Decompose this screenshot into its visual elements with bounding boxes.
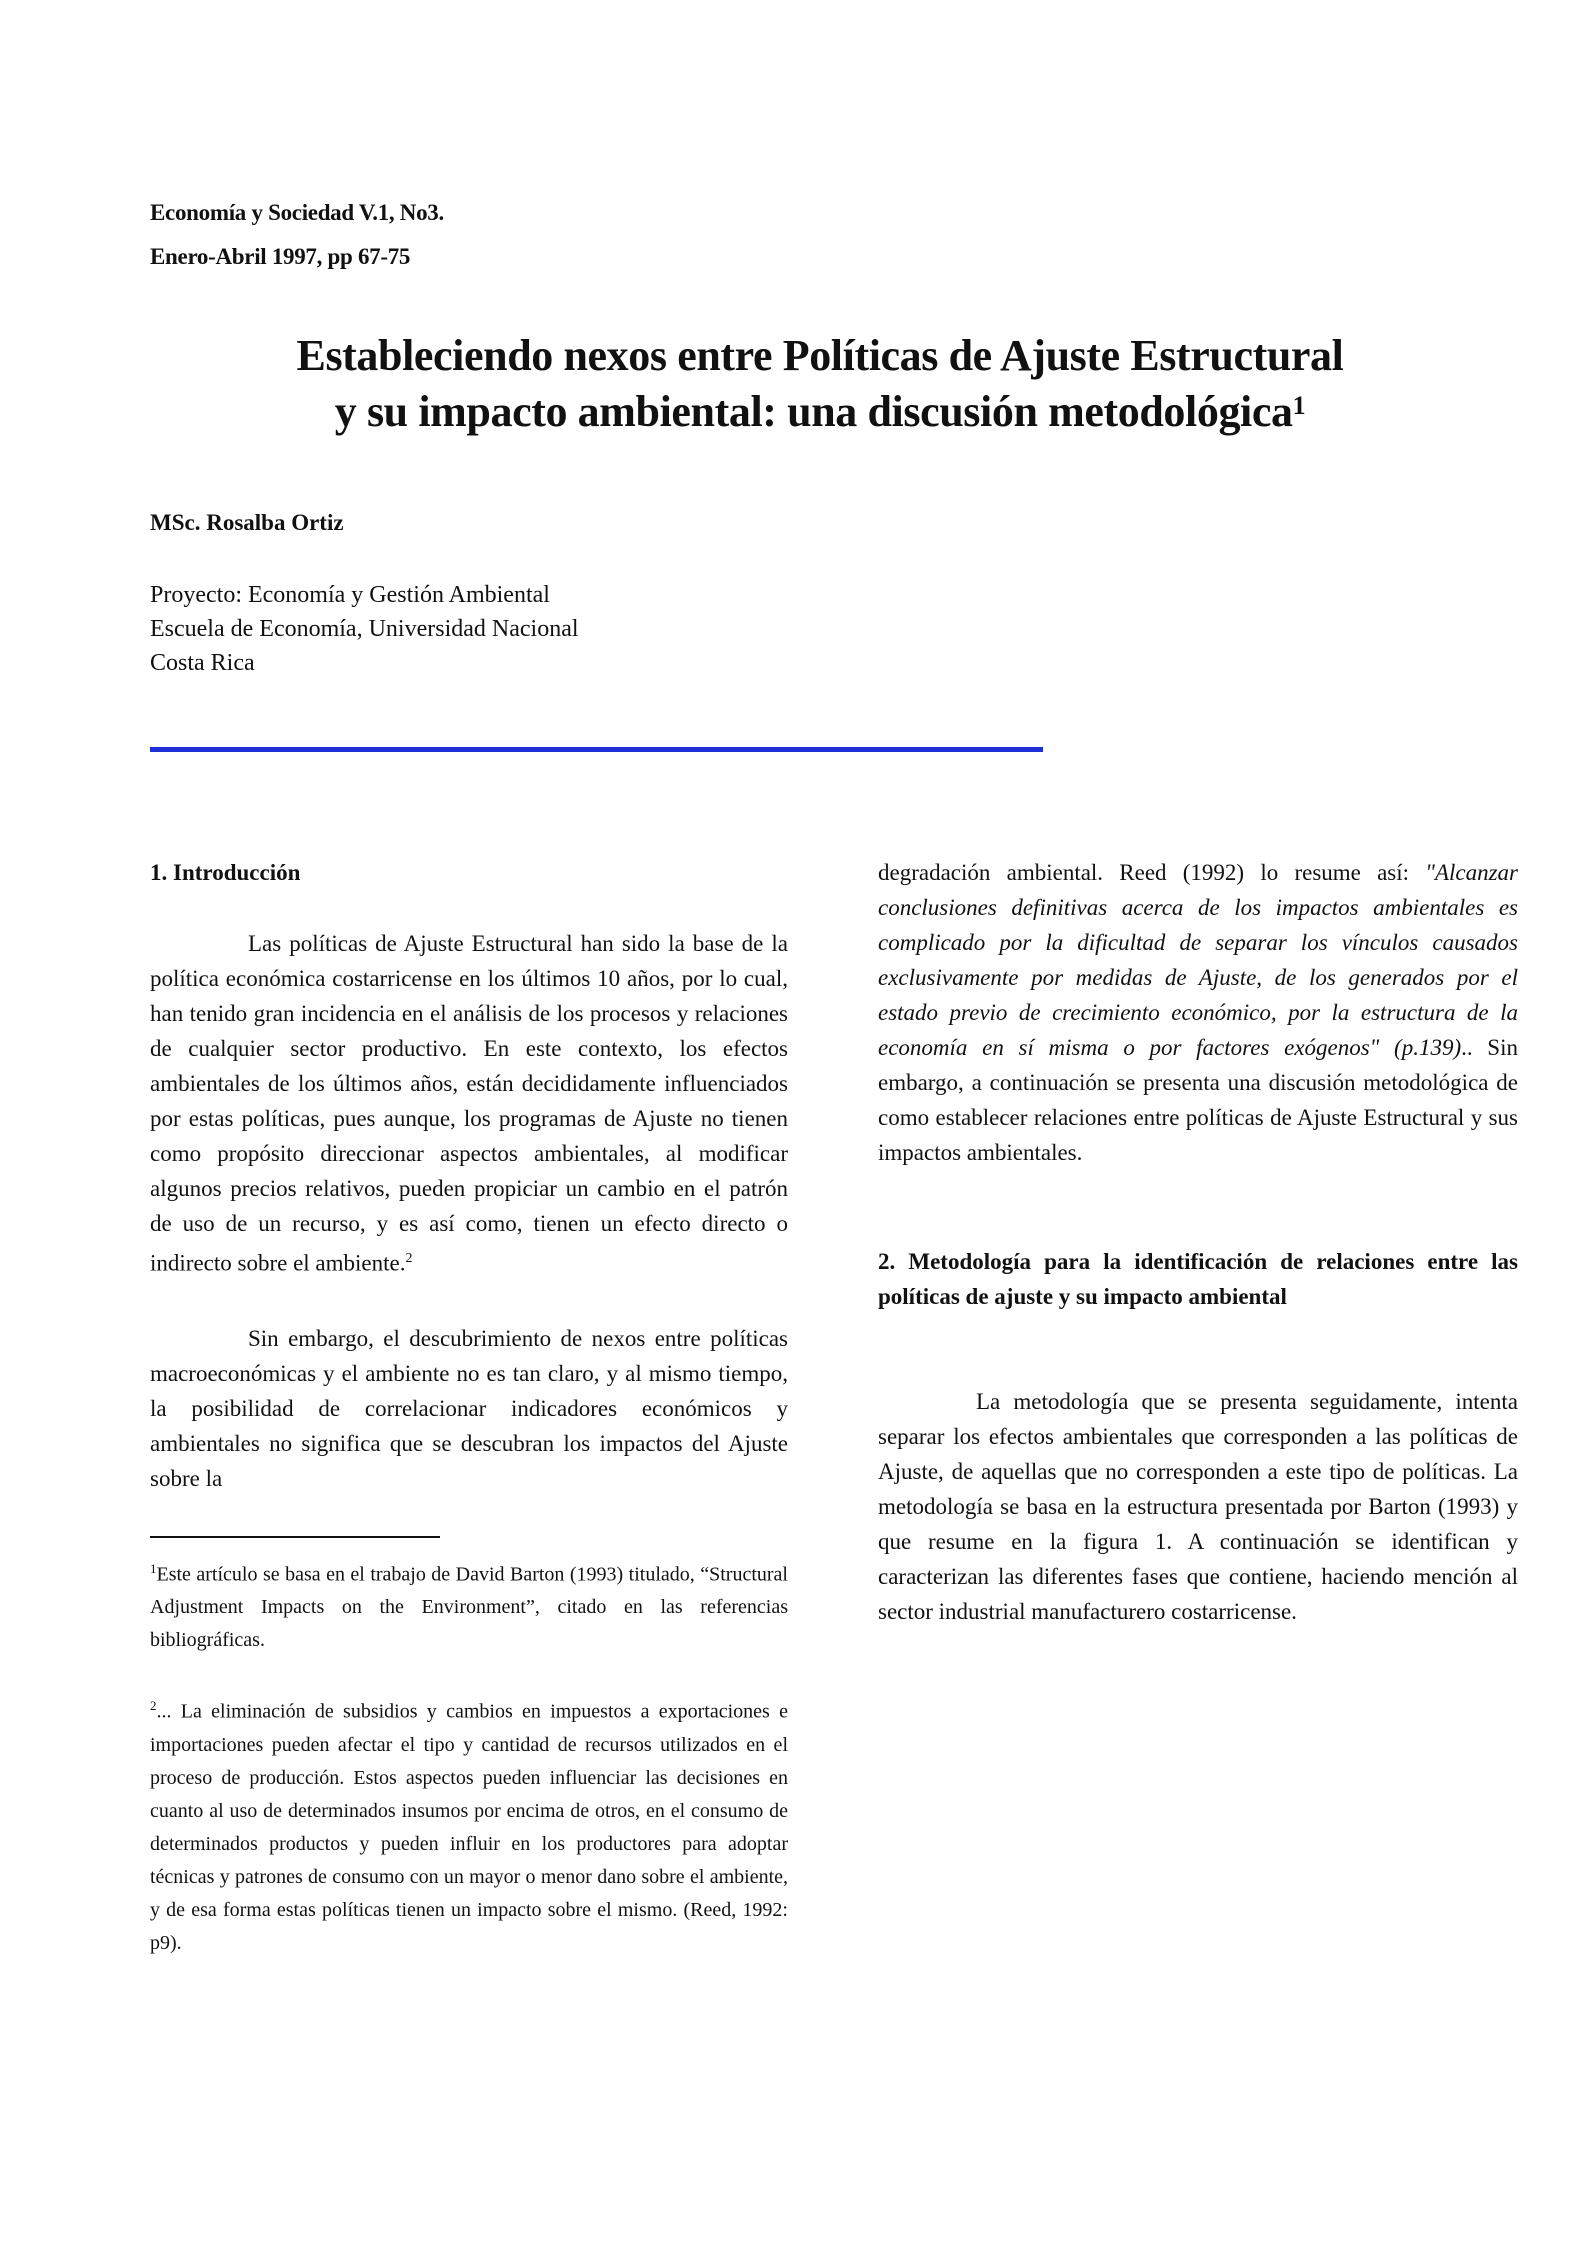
right-column	[878, 855, 1518, 1629]
journal-citation-line-2: Enero-Abril 1997, pp 67-75	[150, 244, 411, 269]
footnote-1-text: Este artículo se basa en el trabajo de David Barton (1993) titulado, “Structural Adjustment Impacts on the Environment”, citado en las referencias bibliográficas.	[150, 1563, 788, 1652]
article-title	[150, 328, 1490, 440]
journal-citation-line-1: Economía y Sociedad V.1, No3.	[150, 200, 444, 225]
footnote-2-mark: 2	[150, 1698, 157, 1714]
author-affiliation	[150, 578, 579, 680]
affiliation-line-3: Costa Rica	[150, 650, 255, 676]
intro-paragraph-1	[150, 926, 788, 1281]
footnote-separator	[150, 1536, 440, 1538]
footnote-2-text: ... La eliminación de subsidios y cambios en impuestos a exportaciones e importaciones pueden afectar el tipo y cantidad de recursos utilizados en el proceso de producción. Estos aspectos pueden influenciar las decisiones en cuanto al uso de determinados insumos por encima de otros, en el consumo de determinados productos y pueden influir en los productores para adoptar técnicas y patrones de consumo con un mayor o menor dano sobre el ambiente, y de esa forma estas políticas tienen un impacto sobre el mismo. (Reed, 1992: p9).	[150, 1700, 788, 1954]
title-line-1: Estableciendo nexos entre Políticas de Ajuste Estructural	[296, 331, 1344, 380]
left-column	[150, 855, 788, 1960]
affiliation-line-1: Proyecto: Economía y Gestión Ambiental	[150, 582, 550, 608]
footnote-1	[150, 1552, 788, 1658]
right-paragraph-1-tail: .. Sin embargo, a continuación se presenta una discusión metodológica de como establecer relaciones entre políticas de Ajuste Estructural y sus impactos ambientales.	[878, 1035, 1518, 1165]
title-line-2	[150, 384, 1490, 440]
footnote-ref-2[interactable]: 2	[405, 1251, 413, 1266]
right-paragraph-1	[878, 855, 1518, 1170]
section-heading-metodologia: 2. Metodología para la identificación de relaciones entre las políticas de ajuste y su impacto ambiental	[878, 1249, 1518, 1309]
footnote-1-mark: 1	[150, 1560, 157, 1576]
methodology-paragraph: La metodología que se presenta seguidamente, intenta separar los efectos ambientales que corresponden a las políticas de Ajuste, de aquellas que no corresponden a este tipo de políticas. La metodología se basa en la estructura presentada por Barton (1993) y que resume en la figura 1. A continuación se identifican y caracterizan las diferentes fases que contiene, haciendo mención al sector industrial manufacturero costarricense.	[878, 1389, 1518, 1624]
right-paragraph-1-lead: degradación ambiental. Reed (1992) lo resume así:	[878, 860, 1410, 885]
header-divider-rule	[150, 747, 1043, 752]
title-footnote-mark[interactable]: 1	[1292, 391, 1306, 420]
footnote-2	[150, 1689, 788, 1960]
intro-paragraph-2: Sin embargo, el descubrimiento de nexos entre políticas macroeconómicas y el ambiente no es tan claro, y al mismo tiempo, la posibilidad de correlacionar indicadores económicos y ambientales no significa que se descubran los impactos del Ajuste sobre la	[150, 1325, 788, 1491]
reed-quote: "Alcanzar conclusiones definitivas acerca de los impactos ambientales es complicado por la dificultad de separar los vínculos causados exclusivamente por medidas de Ajuste, de los generados por el estado previo de crecimiento económico, por la estructura de la economía en sí misma o por factores exógenos" (p.139)	[878, 860, 1518, 1060]
intro-paragraph-1-text: Las políticas de Ajuste Estructural han sido la base de la política económica costarricense en los últimos 10 años, por lo cual, han tenido gran incidencia en el análisis de los procesos y relaciones de cualquier sector productivo. En este contexto, los efectos ambientales de los últimos años, están decididamente influenciados por estas políticas, pues aunque, los programas de Ajuste no tienen como propósito direccionar aspectos ambientales, al modificar algunos precios relativos, pueden propiciar un cambio en el patrón de uso de un recurso, y es así como, tienen un efecto directo o indirecto sobre el ambiente.	[150, 931, 788, 1276]
affiliation-line-2: Escuela de Economía, Universidad Nacional	[150, 616, 579, 642]
author-name: MSc. Rosalba Ortiz	[150, 510, 344, 535]
section-heading-introduccion: 1. Introducción	[150, 860, 301, 885]
title-line-2-text: y su impacto ambiental: una discusión metodológica	[334, 387, 1293, 436]
